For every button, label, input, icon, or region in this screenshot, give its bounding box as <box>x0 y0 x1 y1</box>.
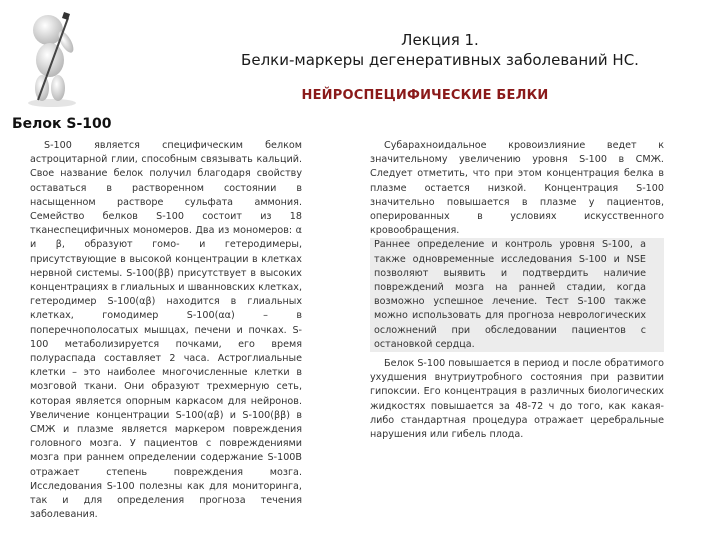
lecture-header <box>230 30 650 70</box>
right-column <box>370 139 664 442</box>
section-title: Белок S-100 <box>12 116 112 132</box>
lecture-title: Белки-маркеры дегенеративных заболеваний НС. <box>241 51 639 69</box>
right-paragraph-2: Раннее определение и контроль уровня S-100, а также одновременные исследования S-100 и NSE позволяют выявить и подтвердить наличие повреждений мозга на ранней стадии, когда возможно успешное лечение. Тест S-100 также можно использовать для прогноза неврологических осложнений при обследовании пациентов с остановкой сердца. <box>370 238 664 352</box>
thinking-figure-icon <box>18 8 86 108</box>
right-paragraph-3: Белок S-100 повышается в период и после обратимого ухудшения внутриутробного состояния при развитии гипоксии. Его концентрация в различных биологических жидкостях повышается за 48-72 ч до того, как какая-либо стандартная процедура отражает церебральные нарушения или гибель плода. <box>370 358 664 441</box>
left-column <box>30 139 302 522</box>
left-paragraph: S-100 является специфическим белком астроцитарной глии, способным связывать кальций. Свое название белок получил благодаря свойству оставаться в растворенном состоянии в насыщенном растворе сульфата аммония. Семейство белков S-100 состоит из 18 тканеспецифичных мономеров. Два из мономеров: α и β, образуют гомо- и гетеродимеры, присутствующие в высокой концентрации в клетках нервной системы. S-100(ββ) присутствует в высоких концентрациях в глиальных и шванновских клетках, гетеродимер S-100(αβ) находится в глиальных клетках, гомодимер S-100(αα) – в поперечнополосатых мышцах, печени и почках. S-100 метаболизируется почками, его время полураспада составляет 2 часа. Астроглиальные клетки – это наиболее многочисленные клетки в мозговой ткани. Они образуют трехмерную сеть, которая является опорным каркасом для нейронов. Увеличение концентрации S-100(αβ) и S-100(ββ) в СМЖ и плазме является маркером повреждения головного мозга. У пациентов с повреждениями мозга при раннем определении содержание S-100B отражает степень повреждения мозга. Исследования S-100 полезны как для мониторинга, так и для определения прогноза течения заболевания. <box>30 140 302 521</box>
right-paragraph-1: Субарахноидальное кровоизлияние ведет к значительному увеличению уровня S-100 в СМЖ. Следует отметить, что при этом концентрация белка в плазме остается низкой. Концентрация S-100 значительно повышается в плазме у пациентов, оперированных в условиях искусственного кровообращения. <box>370 140 664 237</box>
lecture-number: Лекция 1. <box>401 31 479 49</box>
section-subtitle: НЕЙРОСПЕЦИФИЧЕСКИЕ БЕЛКИ <box>301 88 549 103</box>
